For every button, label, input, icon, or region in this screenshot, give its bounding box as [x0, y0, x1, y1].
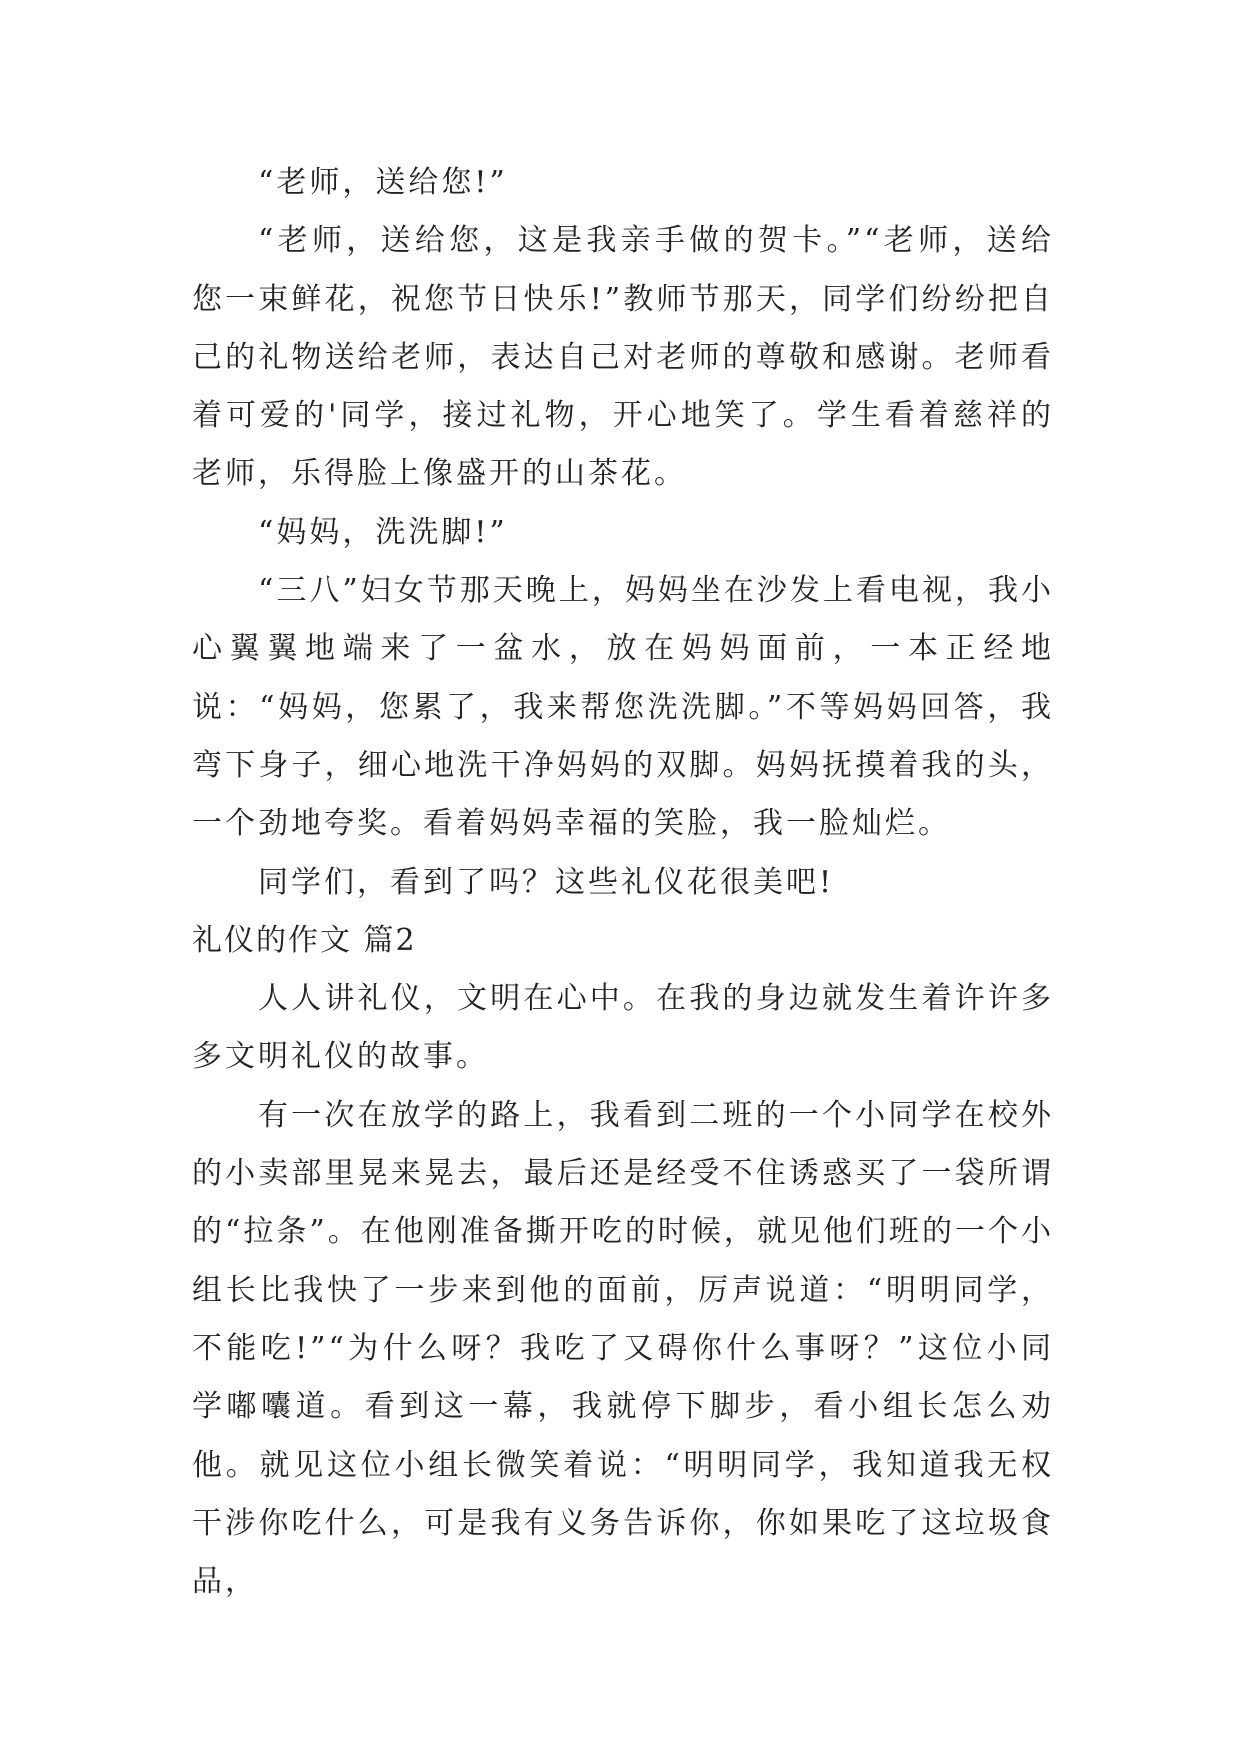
document-body — [192, 154, 1054, 1611]
paragraph: “老师，送给您，这是我亲手做的贺卡。”“老师，送给您一束鲜花，祝您节日快乐!”教师节那天，同学们纷纷把自己的礼物送给老师，表达自己对老师的尊敬和感谢。老师看着可爱的'同学，接过礼物，开心地笑了。学生看着慈祥的老师，乐得脸上像盛开的山茶花。 — [192, 223, 1054, 492]
paragraph: 同学们，看到了吗？这些礼仪花很美吧! — [258, 864, 835, 900]
paragraph: “老师，送给您!” — [258, 165, 508, 200]
paragraph: 人人讲礼仪，文明在心中。在我的身边就发生着许许多多文明礼仪的故事。 — [192, 981, 1054, 1075]
section-heading: 礼仪的作文 篇2 — [192, 922, 417, 958]
paragraph: “妈妈，洗洗脚!” — [258, 514, 508, 550]
paragraph: 有一次在放学的路上，我看到二班的一个小同学在校外的小卖部里晃来晃去，最后还是经受不住诱惑买了一袋所谓的“拉条”。在他刚准备撕开吃的时候，就见他们班的一个小组长比我快了一步来到他的面前，厉声说道：“明明同学，不能吃!”“为什么呀？我吃了又碍你什么事呀？”这位小同学嘟囔道。看到这一幕，我就停下脚步，看小组长怎么劝他。就见这位小组长微笑着说：“明明同学，我知道我无权干涉你吃什么，可是我有义务告诉你，你如果吃了这垃圾食品， — [192, 1097, 1054, 1600]
paragraph: “三八”妇女节那天晚上，妈妈坐在沙发上看电视，我小心翼翼地端来了一盆水，放在妈妈面前，一本正经地说：“妈妈，您累了，我来帮您洗洗脚。”不等妈妈回答，我弯下身子，细心地洗干净妈妈的双脚。妈妈抚摸着我的头，一个劲地夸奖。看着妈妈幸福的笑脸，我一脸灿烂。 — [192, 573, 1054, 842]
